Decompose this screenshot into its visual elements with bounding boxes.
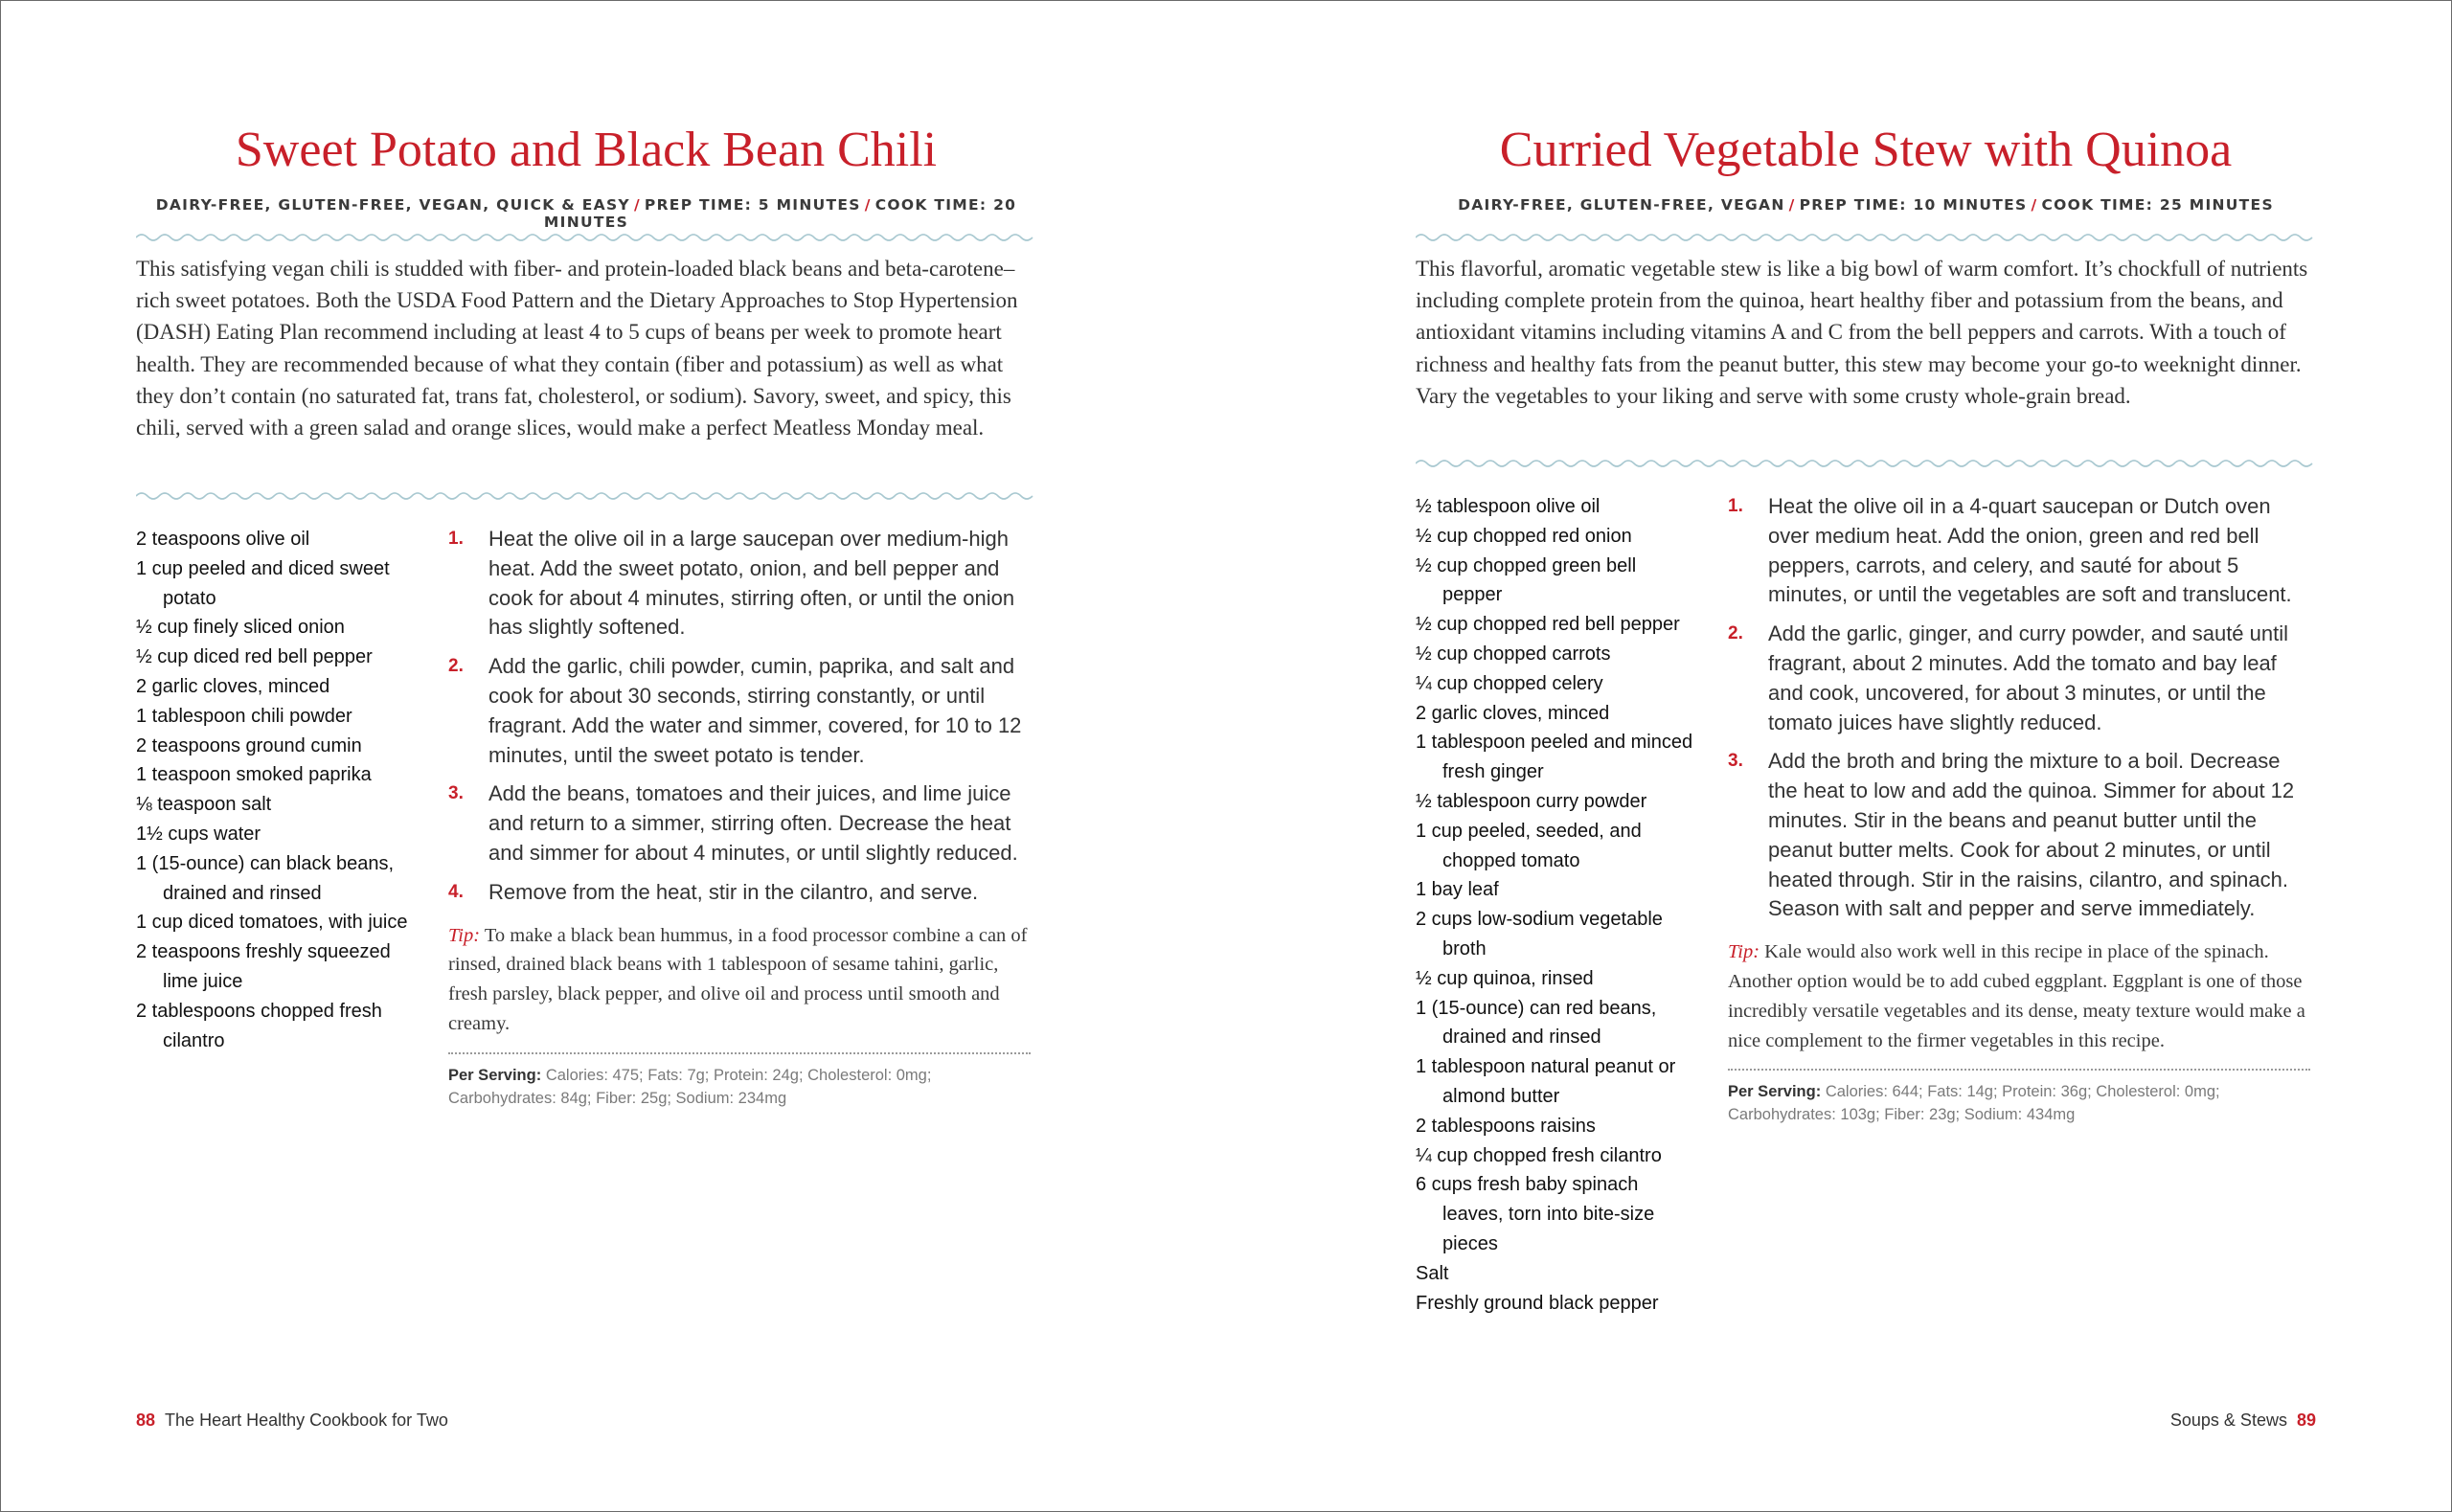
page-number: 89: [2296, 1410, 2316, 1430]
cook-time: COOK TIME: 25 MINUTES: [2041, 196, 2274, 214]
step-number: 2.: [1728, 623, 1743, 644]
direction-step: [1728, 747, 2310, 924]
step-text: Heat the olive oil in a large saucepan over medium-high heat. Add the sweet potato, onion, and bell pepper and cook for about 4 minutes, stirring often, or until the onion has slightly softened.: [488, 527, 1015, 640]
ingredient-item: ⅛ teaspoon salt: [136, 794, 272, 816]
tip-text: To make a black bean hummus, in a food processor combine a can of rinsed, drained black beans with 1 tablespoon of sesame tahini, garlic, fresh parsley, black pepper, and olive oil and process until smooth and creamy.: [448, 924, 1028, 1034]
recipe-tags: [136, 196, 1036, 231]
page-footer: [136, 1410, 448, 1431]
ingredient-item: ¼ cup chopped celery: [1416, 672, 1603, 694]
wave-divider: [1416, 232, 2316, 243]
dotted-divider: [1728, 1069, 2310, 1071]
ingredient-item: ½ cup chopped red onion: [1416, 525, 1632, 547]
ingredient-item: ½ cup chopped red bell pepper: [1416, 614, 1680, 636]
page-number: 88: [136, 1410, 156, 1430]
ingredients-list: [136, 525, 414, 1055]
recipe-title: Sweet Potato and Black Bean Chili: [235, 123, 938, 177]
ingredient-item: 1 teaspoon smoked paprika: [136, 764, 372, 786]
step-text: Heat the olive oil in a 4-quart saucepan or Dutch oven over medium heat. Add the onion, green and red bell peppers, carrots, and celery, and sauté for about 5 minutes, or until the vegetables are soft and translucent.: [1768, 494, 2292, 607]
ingredient-item: ¼ cup chopped fresh cilantro: [1416, 1144, 1662, 1166]
nutrition-info: [1728, 1080, 2310, 1126]
diet-tags: DAIRY-FREE, GLUTEN-FREE, VEGAN, QUICK & EASY: [155, 196, 630, 214]
ingredient-item: 1 cup diced tomatoes, with juice: [136, 912, 408, 934]
ingredient-item: 2 teaspoons freshly squeezed lime juice: [136, 941, 391, 992]
chapter-title: Soups & Stews: [2169, 1410, 2287, 1430]
diet-tags: DAIRY-FREE, GLUTEN-FREE, VEGAN: [1458, 196, 1785, 214]
ingredient-item: 1 cup peeled, seeded, and chopped tomato: [1416, 820, 1642, 871]
nutrition-info: [448, 1064, 1031, 1110]
recipe-title: Curried Vegetable Stew with Quinoa: [1499, 123, 2233, 177]
step-number: 1.: [448, 529, 464, 549]
recipe-intro: This flavorful, aromatic vegetable stew is like a big bowl of warm comfort. It’s chockfull of nutrients including complete protein from the quinoa, heart healthy fiber and potassium from the beans, and antioxidant vitamins including vitamins A and C from the bell peppers and carrots. With a touch of richness and healthy fats from the peanut butter, this stew may become your go-to weeknight dinner. Vary the vegetables to your liking and serve with some crusty whole-grain bread.: [1416, 257, 2308, 408]
wave-divider: [136, 232, 1036, 243]
ingredient-item: 2 teaspoons ground cumin: [136, 734, 362, 756]
directions: [1728, 492, 2310, 1126]
ingredient-item: Salt: [1416, 1262, 1449, 1284]
recipe-tags: [1416, 196, 2316, 214]
step-text: Add the garlic, ginger, and curry powder, and sauté until fragrant, about 2 minutes. Add the tomato and bay leaf and cook, uncovered, for about 3 minutes, or until the tomato juices have slightly reduced.: [1768, 621, 2289, 734]
step-number: 3.: [448, 783, 464, 804]
right-page: [1416, 0, 2316, 1512]
ingredient-item: 1 (15-ounce) can black beans, drained and rinsed: [136, 852, 395, 904]
tip-text: Kale would also work well in this recipe in place of the spinach. Another option would be to add cubed eggplant. Eggplant is one of those incredibly versatile vegetables and its dense, meaty texture would make a nice complement to the firmer vegetables in this recipe.: [1728, 941, 2305, 1051]
ingredient-item: ½ cup diced red bell pepper: [136, 646, 373, 668]
step-number: 4.: [448, 881, 464, 902]
recipe-tip: [1728, 937, 2310, 1055]
cook-time: COOK TIME: 20 MINUTES: [543, 196, 1017, 231]
step-text: Add the beans, tomatoes and their juices, and lime juice and return to a simmer, stirring often. Decrease the heat and simmer for about 4 minutes, or until slightly reduced.: [488, 781, 1018, 865]
ingredient-item: 1 (15-ounce) can red beans, drained and rinsed: [1416, 997, 1657, 1049]
step-number: 3.: [1728, 751, 1743, 772]
ingredient-item: ½ cup finely sliced onion: [136, 617, 345, 639]
ingredient-item: 6 cups fresh baby spinach leaves, torn into bite-size pieces: [1416, 1174, 1655, 1254]
tag-separator: /: [633, 196, 641, 214]
recipe-tip: [448, 921, 1031, 1039]
tip-label: Tip:: [448, 924, 481, 946]
direction-step: [448, 652, 1031, 770]
ingredient-item: 2 tablespoons raisins: [1416, 1115, 1596, 1137]
ingredient-item: 2 tablespoons chopped fresh cilantro: [136, 1000, 382, 1051]
directions: [448, 525, 1031, 1110]
step-text: Remove from the heat, stir in the cilantro, and serve.: [488, 879, 979, 904]
tag-separator: /: [2031, 196, 2038, 214]
ingredient-item: 2 garlic cloves, minced: [136, 675, 330, 697]
ingredient-item: 1 tablespoon peeled and minced fresh ginger: [1416, 732, 1693, 783]
nutrition-label: Per Serving:: [448, 1066, 542, 1084]
direction-step: [448, 878, 1031, 908]
step-text: Add the garlic, chili powder, cumin, paprika, and salt and cook for about 30 seconds, stirring constantly, or until fragrant. Add the water and simmer, covered, for 10 to 12 minutes, until the sweet potato is tender.: [488, 654, 1022, 767]
ingredient-item: 1 cup peeled and diced sweet potato: [136, 557, 390, 609]
book-title: The Heart Healthy Cookbook for Two: [165, 1410, 448, 1430]
tag-separator: /: [864, 196, 872, 214]
page-footer: [2170, 1410, 2316, 1431]
direction-step: [448, 525, 1031, 643]
step-text: Add the broth and bring the mixture to a boil. Decrease the heat to low and add the quinoa. Simmer for about 12 minutes. Stir in the beans and peanut butter until the peanut butter melts. Cook for about 2 minutes, or until heated through. Stir in the raisins, cilantro, and spinach. Season with salt and pepper and serve immediately.: [1768, 749, 2295, 921]
ingredient-item: ½ tablespoon olive oil: [1416, 496, 1601, 517]
nutrition-values: Calories: 644; Fats: 14g; Protein: 36g; Cholesterol: 0mg; Carbohydrates: 103g; Fiber: 23g; Sodium: 434mg: [1728, 1083, 2220, 1124]
step-number: 1.: [1728, 496, 1743, 516]
ingredient-item: ½ cup quinoa, rinsed: [1416, 967, 1594, 989]
direction-step: [448, 779, 1031, 868]
recipe-intro: This satisfying vegan chili is studded with fiber- and protein-loaded black beans and beta-carotene–rich sweet potatoes. Both the USDA Food Pattern and the Dietary Approaches to Stop Hypertension (DASH) Eating Plan recommend including at least 4 to 5 cups of beans per week to promote heart health. They are recommended because of what they contain (fiber and potassium) as well as what they don’t contain (no saturated fat, trans fat, cholesterol, or sodium). Savory, sweet, and spicy, this chili, served with a green salad and orange slices, would make a perfect Meatless Monday meal.: [136, 257, 1018, 440]
ingredient-item: ½ cup chopped green bell pepper: [1416, 554, 1637, 606]
ingredient-item: 1½ cups water: [136, 823, 261, 845]
wave-divider: [136, 490, 1036, 502]
step-number: 2.: [448, 656, 464, 677]
ingredients-list: [1416, 492, 1693, 1318]
nutrition-values: Calories: 475; Fats: 7g; Protein: 24g; Cholesterol: 0mg; Carbohydrates: 84g; Fiber: 25g; Sodium: 234mg: [448, 1066, 932, 1107]
ingredient-item: 2 teaspoons olive oil: [136, 529, 310, 550]
ingredient-item: ½ cup chopped carrots: [1416, 643, 1611, 665]
tip-label: Tip:: [1728, 941, 1760, 963]
nutrition-label: Per Serving:: [1728, 1083, 1822, 1101]
prep-time: PREP TIME: 10 MINUTES: [1799, 196, 2028, 214]
ingredient-item: 1 tablespoon natural peanut or almond butter: [1416, 1056, 1676, 1107]
dotted-divider: [448, 1052, 1031, 1054]
ingredient-item: 1 tablespoon chili powder: [136, 705, 352, 727]
left-page: [136, 0, 1036, 1512]
direction-step: [1728, 492, 2310, 610]
direction-step: [1728, 620, 2310, 737]
wave-divider: [1416, 458, 2316, 469]
prep-time: PREP TIME: 5 MINUTES: [644, 196, 861, 214]
ingredient-item: 2 cups low-sodium vegetable broth: [1416, 909, 1663, 959]
tag-separator: /: [1788, 196, 1796, 214]
ingredient-item: Freshly ground black pepper: [1416, 1292, 1659, 1314]
ingredient-item: 1 bay leaf: [1416, 879, 1499, 901]
ingredient-item: 2 garlic cloves, minced: [1416, 702, 1610, 724]
ingredient-item: ½ tablespoon curry powder: [1416, 790, 1647, 812]
